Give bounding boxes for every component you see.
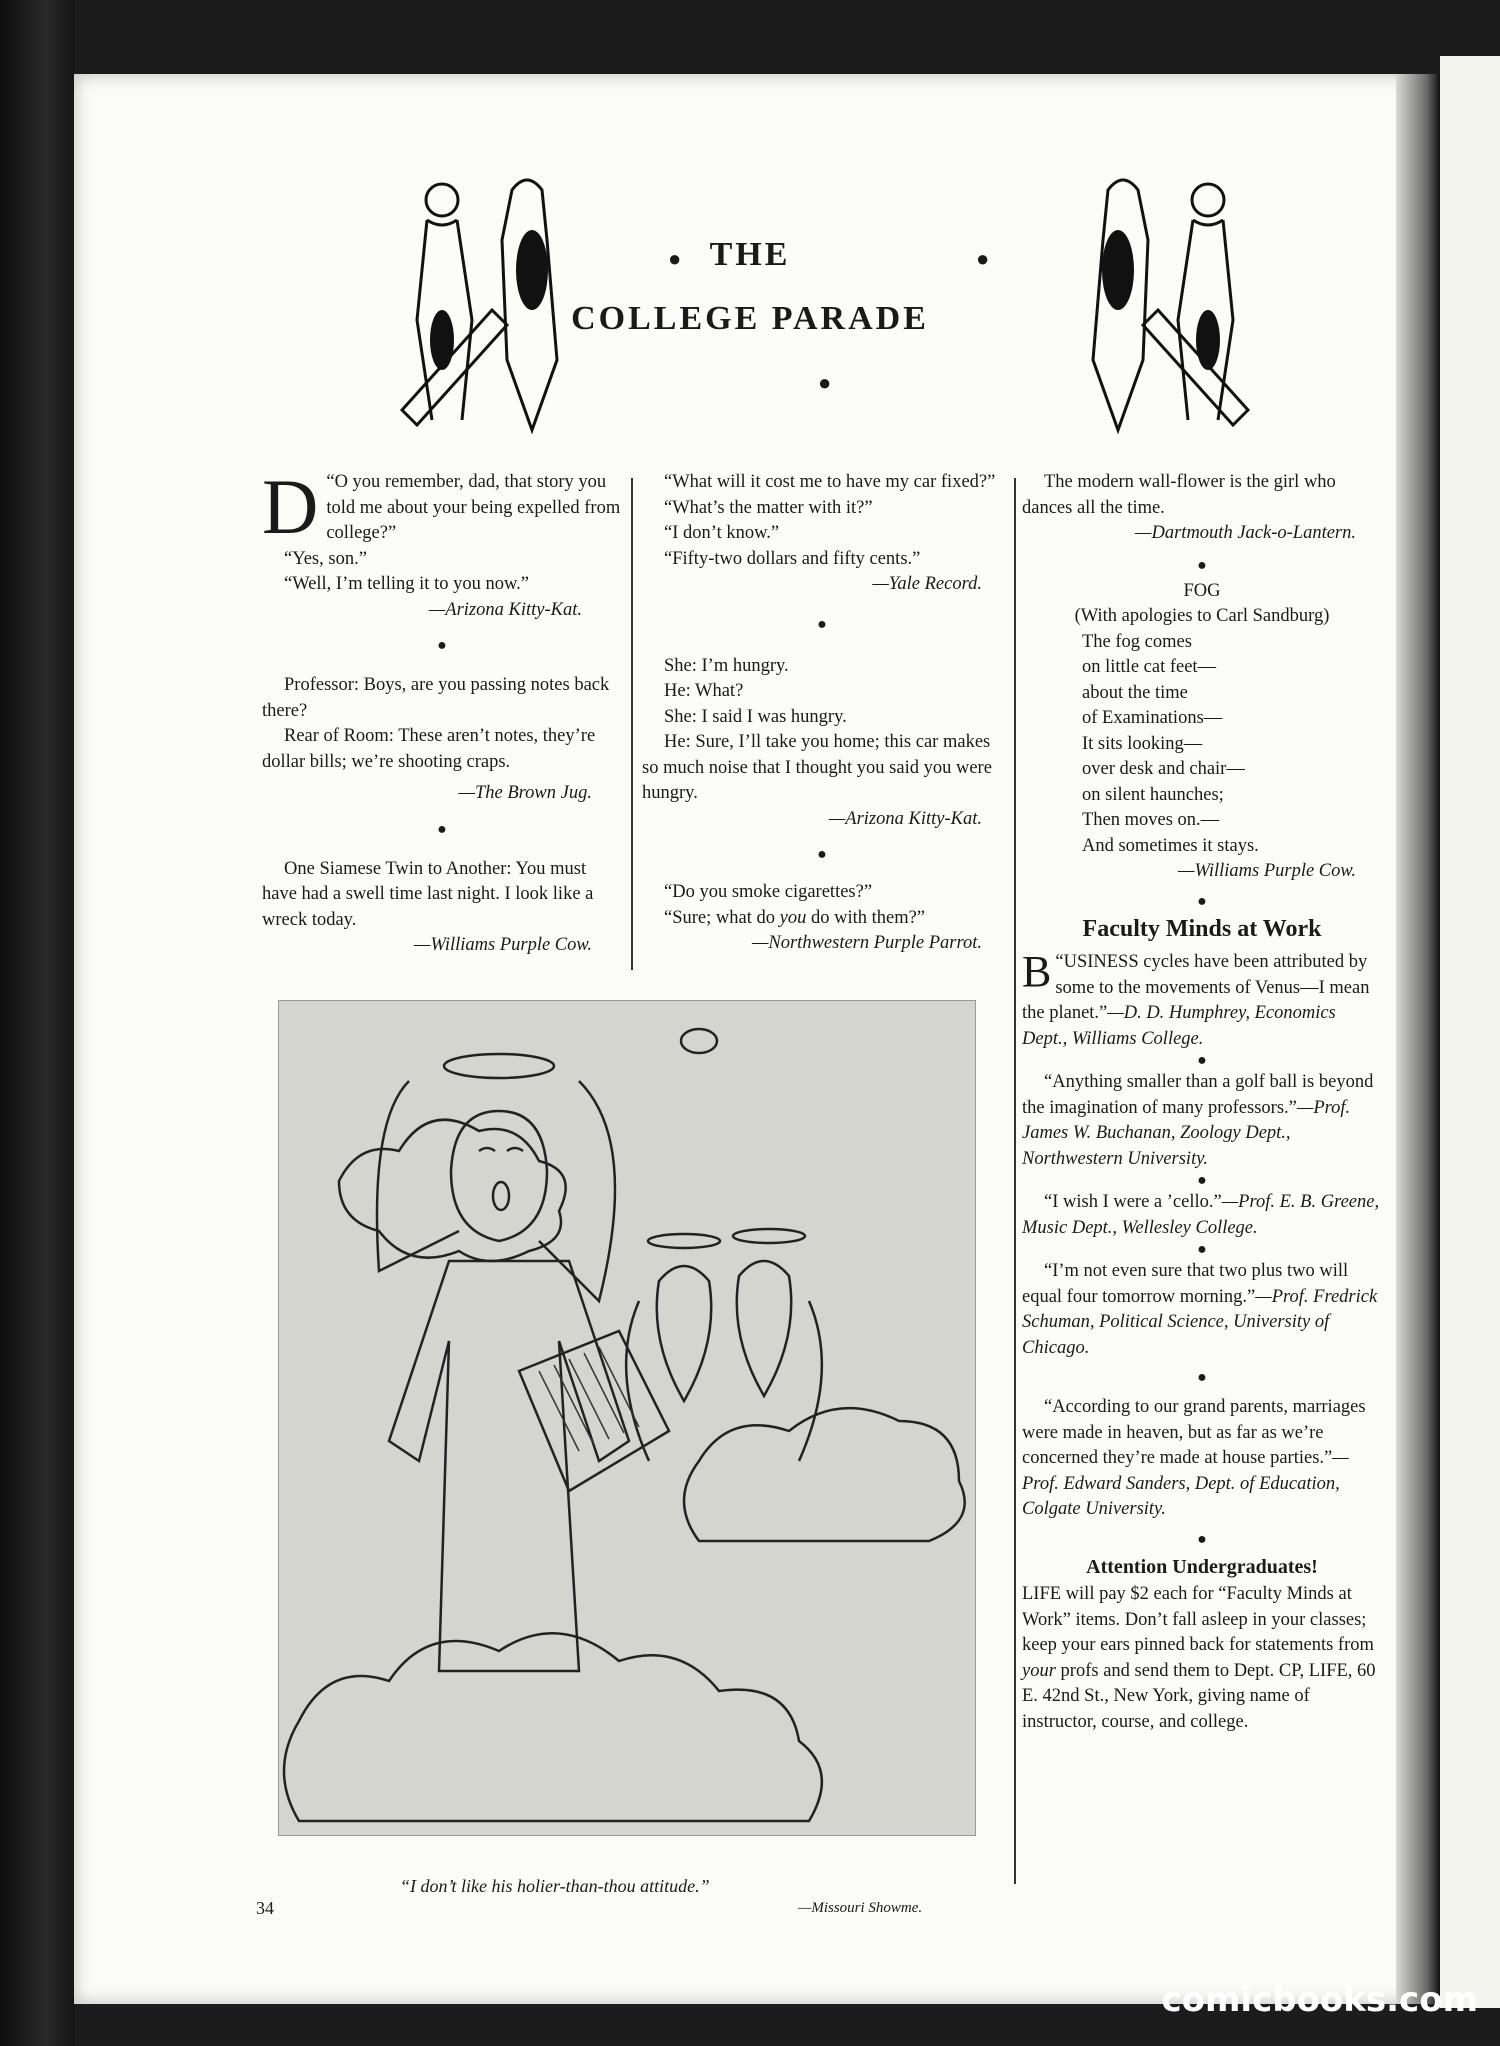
joke-5-line-1: She: I’m hungry. [664, 655, 789, 676]
separator-bullet: ● [1197, 1052, 1207, 1069]
column-rule-2 [1014, 478, 1016, 1884]
joke-2-line-1: Professor: Boys, are you passing notes back there? [262, 675, 610, 721]
poem-line: of Examinations— [1082, 708, 1223, 728]
joke-4-line-3: “I don’t know.” [664, 523, 780, 543]
poem-line: Then moves on.— [1082, 810, 1220, 830]
faculty-quote-3 [1022, 1190, 1382, 1241]
separator-bullet: ● [1197, 1172, 1207, 1189]
faculty-quote-3-text: “I wish I were a ’cello.” [1044, 1192, 1222, 1212]
separator-bullet: ● [1197, 892, 1207, 910]
scan-border [0, 0, 75, 2046]
poem-subtitle: (With apologies to Carl Sandburg) [1074, 606, 1330, 626]
attention-text [1022, 1582, 1382, 1735]
column-2 [642, 470, 1002, 957]
joke-4-source: —Yale Record. [872, 574, 982, 594]
title-bullet-bottom: ● [818, 370, 832, 395]
poem-line: on silent haunches; [1082, 784, 1224, 805]
separator-bullet: ● [1197, 1369, 1207, 1386]
faculty-quote-5 [1022, 1395, 1382, 1523]
joke-6-text-b: do with them?” [806, 907, 926, 928]
joke-5-line-4: He: Sure, I’ll take you home; this car makes so much noise that I thought you said you were hungry. [642, 732, 992, 803]
faculty-quote-3-source: —Prof. E. B. Greene, Music Dept., Wellesley College. [1022, 1192, 1380, 1238]
title-line-2: COLLEGE PARADE [571, 300, 929, 337]
poem-line: The fog comes [1082, 631, 1192, 652]
joke-1-line-2: “Yes, son.” [284, 548, 367, 569]
joke-2-line-2: Rear of Room: These aren’t notes, they’re dollar bills; we’re shooting craps. [262, 726, 596, 772]
joke-4-line-1: “What will it cost me to have my car fixed?” [664, 472, 996, 492]
separator-bullet: ● [1197, 1530, 1207, 1548]
joke-3-source: —Williams Purple Cow. [414, 935, 592, 955]
title-line-1: THE [709, 236, 791, 273]
attention-heading: Attention Undergraduates! [1086, 1555, 1318, 1578]
faculty-quote-2-source: —Prof. James W. Buchanan, Zoology Dept., Northwestern University. [1022, 1097, 1351, 1169]
joke-5-source: —Arizona Kitty-Kat. [828, 808, 982, 829]
header-illustration-right [1068, 160, 1268, 450]
poem-line: And sometimes it stays. [1082, 835, 1259, 856]
drop-cap-b: B [1022, 947, 1052, 996]
joke-1-line-1: O you remember, dad, that story you told me about your being expelled from college?” [326, 472, 621, 543]
faculty-quote-1-text: USINESS cycles have been attributed by some to the movements of Venus—I mean the planet.” [1022, 952, 1370, 1023]
joke-6-line-2 [642, 906, 1002, 932]
joke-5-line-3: She: I said I was hungry. [664, 706, 847, 727]
poem-line: about the time [1082, 682, 1188, 703]
page-gutter [1396, 74, 1440, 2004]
title-bullet-left: ● [668, 246, 682, 271]
joke-6-line-1: “Do you smoke cigarettes?” [664, 882, 873, 902]
joke-6-emphasis: you [779, 907, 807, 928]
poem-title: FOG [1183, 580, 1221, 601]
faculty-quote-5-text: “According to our grand parents, marriages were made in heaven, but as far as we’re concerned they’re made at house parties.” [1022, 1397, 1366, 1468]
faculty-quote-4-text: “I’m not even sure that two plus two will equal four tomorrow morning.” [1022, 1261, 1349, 1307]
watermark: comicbooks.com [1161, 1980, 1478, 2020]
joke-7-line-1: The modern wall-flower is the girl who dances all the time. [1022, 472, 1336, 518]
attention-text-b: profs and send them to Dept. CP, LIFE, 60 E. 42nd St., New York, giving name of instructor, course, and college. [1022, 1660, 1376, 1732]
column-rule-1 [631, 478, 633, 970]
faculty-quote-2 [1022, 1070, 1382, 1172]
joke-7-source: —Dartmouth Jack-o-Lantern. [1135, 523, 1356, 543]
cartoon-caption: “I don’t like his holier-than-thou attitude.” [400, 1876, 710, 1896]
attention-emphasis: your [1022, 1660, 1056, 1681]
separator-bullet: ● [1197, 556, 1207, 574]
joke-4-line-2: “What’s the matter with it?” [664, 497, 873, 518]
poem-line: over desk and chair— [1082, 759, 1245, 779]
cartoon-illustration [278, 1000, 976, 1836]
faculty-heading: Faculty Minds at Work [1082, 915, 1322, 942]
faculty-quote-2-text: “Anything smaller than a golf ball is beyond the imagination of many professors.” [1022, 1072, 1374, 1118]
poem-lines [1082, 630, 1382, 860]
faculty-quote-4-source: —Prof. Fredrick Schuman, Political Science, University of Chicago. [1022, 1286, 1378, 1358]
separator-bullet: ● [437, 820, 447, 838]
drop-cap-d: D [262, 463, 319, 550]
cartoon-source: —Missouri Showme. [798, 1900, 923, 1916]
joke-1-line-3: “Well, I’m telling it to you now.” [284, 574, 529, 594]
joke-1-source: —Arizona Kitty-Kat. [428, 599, 582, 620]
joke-3-line-1: One Siamese Twin to Another: You must have had a swell time last night. I look like a wreck today. [262, 858, 594, 930]
column-1 [262, 463, 622, 959]
facing-page-edge [1440, 56, 1500, 2008]
joke-5-line-2: He: What? [664, 681, 744, 701]
faculty-quote-1 [1022, 947, 1382, 1052]
joke-6-text-a: “Sure; what do [664, 907, 780, 928]
column-3 [1022, 470, 1382, 1735]
joke-6-source: —Northwestern Purple Parrot. [751, 933, 982, 953]
faculty-quote-5-source: —Prof. Edward Sanders, Dept. of Education, Colgate University. [1022, 1448, 1349, 1519]
separator-bullet: ● [817, 615, 827, 633]
joke-2-source: —The Brown Jug. [458, 783, 592, 803]
poem-line: on little cat feet— [1082, 657, 1217, 677]
faculty-quote-4 [1022, 1259, 1382, 1361]
poem-line: It sits looking— [1082, 733, 1203, 754]
separator-bullet: ● [437, 637, 447, 654]
faculty-quote-1-source: —D. D. Humphrey, Economics Dept., Williams College. [1022, 1003, 1336, 1049]
separator-bullet: ● [817, 846, 827, 863]
joke-1-text [262, 463, 622, 550]
joke-4-line-4: “Fifty-two dollars and fifty cents.” [664, 548, 921, 569]
separator-bullet: ● [1197, 1241, 1207, 1258]
poem-source: —Williams Purple Cow. [1178, 861, 1356, 881]
page-number: 34 [256, 1898, 274, 1918]
title-bullet-right: ● [976, 246, 990, 271]
attention-text-a: LIFE will pay $2 each for “Faculty Minds at Work” items. Don’t fall asleep in your classes; keep your ears pinned back for statements from [1022, 1584, 1374, 1655]
opening-quote: “ [1055, 952, 1064, 972]
opening-quote: “ [326, 472, 335, 492]
angel-cartoon-drawing [279, 1001, 975, 1835]
